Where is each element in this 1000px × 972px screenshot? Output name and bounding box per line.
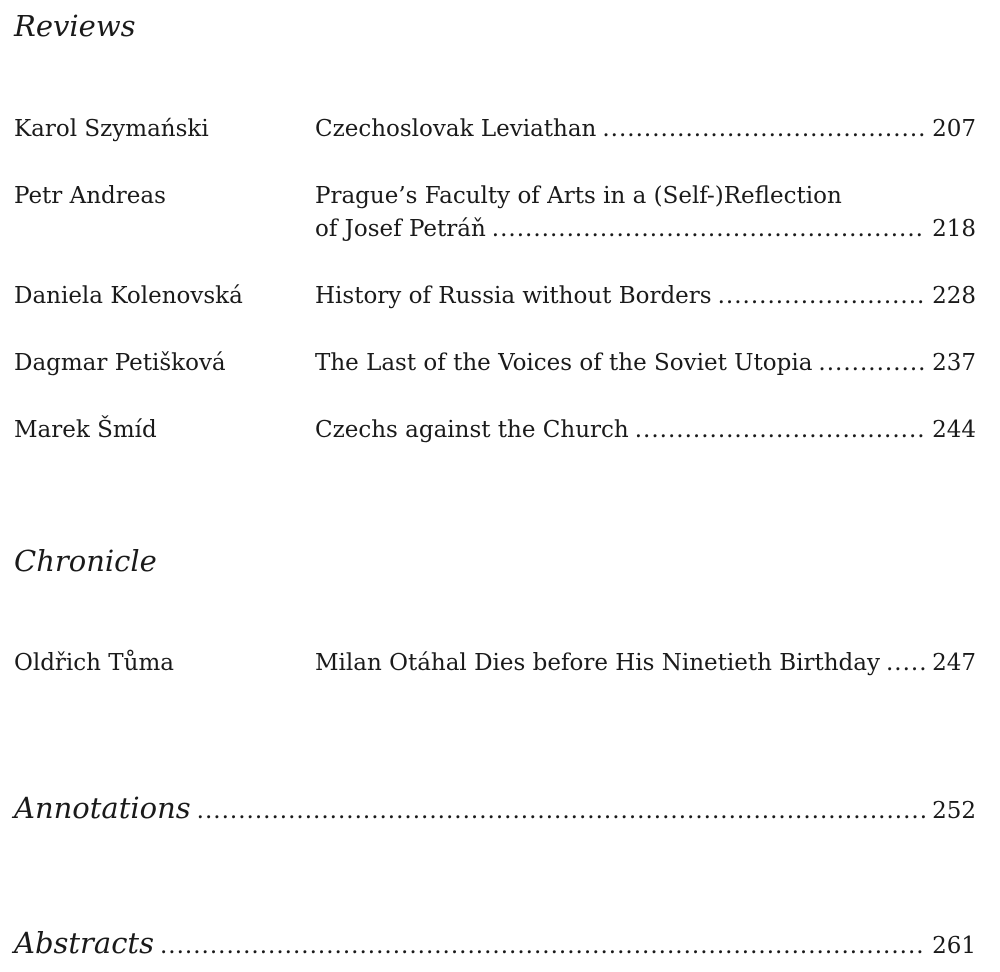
- dot-leader: [197, 798, 926, 824]
- entry-title-text: History of Russia without Borders: [315, 283, 712, 309]
- entry-author: Karol Szymański: [14, 116, 209, 142]
- entry-author: Daniela Kolenovská: [14, 283, 243, 309]
- abstracts-entry: [14, 925, 976, 961]
- entry-title-text: of Josef Petráň: [315, 216, 486, 242]
- entry-page-number: 247: [932, 650, 976, 676]
- entry-title-text: Czechoslovak Leviathan: [315, 116, 597, 142]
- entry-page-number: 237: [932, 350, 976, 376]
- entry-author: Petr Andreas: [14, 183, 166, 209]
- entry-author: Dagmar Petišková: [14, 350, 226, 376]
- annotations-page-number: 252: [932, 798, 976, 824]
- entry-author: Oldřich Tůma: [14, 650, 174, 676]
- abstracts-title: Abstracts: [14, 926, 154, 960]
- dot-leader: [718, 280, 927, 313]
- annotations-title: Annotations: [14, 791, 191, 825]
- entry-title-text: The Last of the Voices of the Soviet Utopia: [315, 350, 813, 376]
- entry-page-number: 244: [932, 417, 976, 443]
- entry-title: [315, 347, 976, 380]
- entry-title: [315, 280, 976, 313]
- dot-leader: [886, 647, 926, 680]
- abstracts-page-number: 261: [932, 933, 976, 959]
- entry-title-line: Prague’s Faculty of Arts in a (Self-)Reflection: [315, 183, 842, 209]
- dot-leader: [160, 933, 926, 959]
- dot-leader: [492, 213, 926, 246]
- dot-leader: [818, 347, 926, 380]
- entry-page-number: 218: [932, 216, 976, 242]
- entry-title: [315, 113, 976, 146]
- entry-title-text: Milan Otáhal Dies before His Ninetieth Birthday: [315, 650, 880, 676]
- entry-page-number: 207: [932, 116, 976, 142]
- entry-title: [315, 647, 976, 680]
- dot-leader: [602, 113, 926, 146]
- entry-page-number: 228: [932, 283, 976, 309]
- dot-leader: [635, 414, 926, 447]
- annotations-entry: [14, 790, 976, 826]
- chronicle-heading: Chronicle: [14, 544, 157, 578]
- entry-title: [315, 414, 976, 447]
- reviews-heading: Reviews: [14, 9, 136, 43]
- entry-author: Marek Šmíd: [14, 417, 157, 443]
- entry-title: [315, 180, 976, 246]
- entry-title-text: Czechs against the Church: [315, 417, 629, 443]
